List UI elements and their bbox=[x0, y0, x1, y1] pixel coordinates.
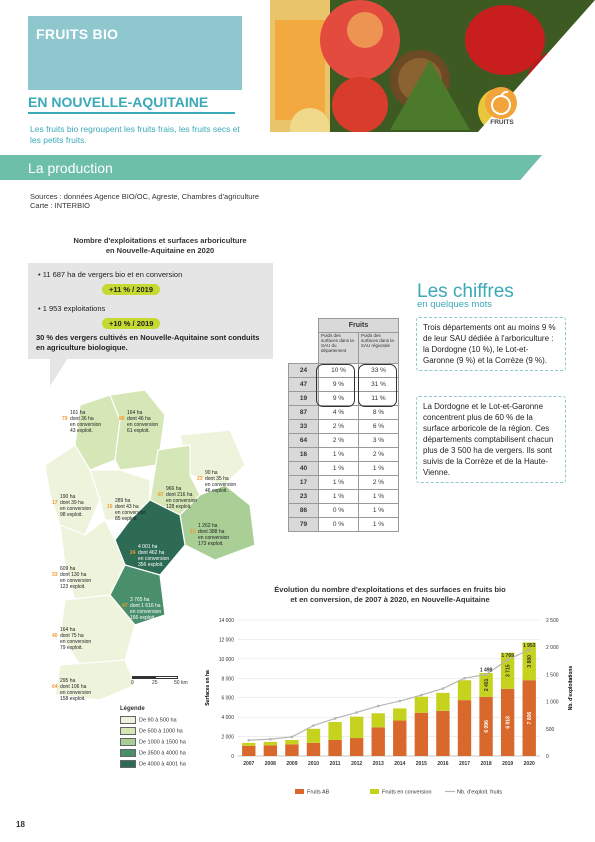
callout-item: • 1 953 exploitations bbox=[38, 304, 106, 313]
chart-legend-swatch bbox=[295, 789, 304, 794]
summary-callout bbox=[28, 263, 273, 359]
x-tick-label: 2010 bbox=[307, 761, 320, 767]
map-label-line: 158 exploit. bbox=[60, 696, 86, 702]
bar-data-label: 6 918 bbox=[505, 716, 512, 729]
x-tick-label: 2013 bbox=[372, 761, 384, 767]
map-label-line: dont 35 ha bbox=[205, 476, 229, 482]
legend-label: De 500 à 1000 ha bbox=[139, 728, 183, 735]
dept-number: 24 bbox=[130, 550, 136, 556]
bar-fruits-ab bbox=[242, 746, 255, 756]
map-label-line: 966 ha bbox=[166, 486, 182, 492]
x-tick-label: 2014 bbox=[394, 761, 406, 767]
bar-fruits-ab bbox=[307, 743, 320, 756]
table-row bbox=[289, 434, 399, 448]
y-tick-label: 2 000 bbox=[221, 734, 234, 741]
x-tick-label: 2008 bbox=[264, 761, 276, 767]
y-tick-label: 10 000 bbox=[218, 656, 234, 663]
map-label-23 bbox=[197, 470, 237, 494]
y2-axis-label: Nb. d'exploitations bbox=[568, 665, 574, 711]
map-label-line: dont 462 ha bbox=[138, 550, 165, 556]
x-tick-label: 2015 bbox=[415, 761, 427, 767]
dept-number: 23 bbox=[197, 476, 203, 482]
bar-fruits-conversion bbox=[328, 722, 341, 740]
bar-data-label: 3 715 bbox=[505, 664, 512, 678]
dept-number: 87 bbox=[158, 492, 164, 498]
header-title: FRUITS BIO bbox=[36, 26, 119, 42]
map-label-line: dont 216 ha bbox=[166, 492, 193, 498]
map-label-40 bbox=[52, 627, 92, 651]
chart-legend-label: Fruits AB bbox=[307, 789, 330, 796]
map-title-line: Nombre d'exploitations et surfaces arboriculture bbox=[73, 236, 247, 245]
legend-item bbox=[120, 738, 186, 746]
section-title: La production bbox=[28, 160, 113, 176]
table-row bbox=[289, 490, 399, 504]
table-dept-cell: 79 bbox=[289, 518, 319, 532]
y-axis-label: Surfaces en ha bbox=[205, 670, 211, 706]
map-label-19 bbox=[190, 523, 230, 547]
table-cell: 2 % bbox=[359, 476, 399, 490]
bar-fruits-conversion bbox=[393, 708, 406, 720]
region-title: EN NOUVELLE-AQUITAINE bbox=[28, 94, 209, 110]
table-cell: 0 % bbox=[319, 504, 359, 518]
table-dept-cell: 24 bbox=[289, 364, 319, 378]
scale-label: 25 bbox=[152, 680, 158, 686]
map-label-line: en conversion bbox=[115, 510, 147, 516]
chart-title-line: et en conversion, de 2007 à 2020, en Nouvelle-Aquitaine bbox=[290, 595, 490, 604]
map-credit: Carte : INTERBIO bbox=[30, 201, 91, 210]
table-dept-cell: 64 bbox=[289, 434, 319, 448]
map-label-line: en conversion bbox=[60, 506, 92, 512]
map-label-line: en conversion bbox=[205, 482, 237, 488]
map-label-line: 123 exploit. bbox=[60, 584, 86, 590]
dept-number: 79 bbox=[62, 416, 68, 422]
table-row bbox=[289, 448, 399, 462]
map-label-16 bbox=[107, 498, 147, 522]
table-cell: 1 % bbox=[319, 448, 359, 462]
table-cell: 9 % bbox=[319, 392, 359, 406]
x-tick-label: 2017 bbox=[458, 761, 471, 767]
dept-number: 17 bbox=[52, 500, 58, 506]
map-label-line: 295 ha bbox=[60, 678, 76, 684]
table-cell: 31 % bbox=[359, 378, 399, 392]
chart-title-line: Évolution du nombre d'exploitations et des surfaces en fruits bio bbox=[274, 585, 506, 594]
legend-swatch bbox=[120, 727, 136, 735]
chart-title bbox=[200, 585, 580, 605]
bar-data-label: 6 096 bbox=[483, 720, 490, 733]
line-data-label: 1 953 bbox=[522, 642, 536, 649]
evolution-chart bbox=[200, 608, 585, 808]
map-label-line: 90 ha bbox=[205, 470, 218, 476]
line-point bbox=[528, 648, 531, 651]
line-point bbox=[485, 673, 488, 676]
page-number: 18 bbox=[16, 820, 25, 829]
scale-label: 50 km bbox=[174, 680, 188, 686]
chart-legend-label: Nb. d'exploit. fruits bbox=[457, 789, 503, 796]
table-dept-cell: 17 bbox=[289, 476, 319, 490]
table-row bbox=[289, 518, 399, 532]
map-label-line: dont 39 ha bbox=[60, 500, 84, 506]
bar-fruits-conversion bbox=[415, 697, 428, 713]
map-label-line: en conversion bbox=[60, 578, 92, 584]
callout-item-text: 1 953 exploitations bbox=[42, 304, 106, 313]
table-dept-cell: 86 bbox=[289, 504, 319, 518]
map-label-17 bbox=[52, 494, 92, 518]
map-label-line: dont 43 ha bbox=[115, 504, 139, 510]
map-label-line: 85 exploit. bbox=[115, 516, 138, 522]
map-label-line: 164 ha bbox=[127, 410, 143, 416]
legend-label: De 1000 à 1500 ha bbox=[139, 739, 186, 746]
chiffres-box: La Dordogne et le Lot-et-Garonne concentrent plus de 60 % de la surface arboricole de la région. Ces départements comptabilisent chacun plus de 3 500 ha de vergers. Ils sont suivis de la Corrèze et de la Haute-Vienne. bbox=[416, 396, 566, 483]
map-label-line: 79 exploit. bbox=[60, 645, 83, 651]
map-label-line: en conversion bbox=[70, 422, 102, 428]
table-col-header: Poids des surfaces dans la SAU régionale bbox=[359, 333, 399, 364]
sources bbox=[30, 192, 259, 210]
line-point bbox=[355, 711, 358, 714]
chart-legend-label: Fruits en conversion bbox=[382, 789, 432, 796]
bar-fruits-conversion bbox=[436, 693, 449, 711]
table-col-header: Poids des surfaces dans la SAU du département bbox=[319, 333, 359, 364]
bar-fruits-conversion bbox=[307, 729, 320, 743]
bar-fruits-conversion bbox=[458, 680, 471, 700]
table-dept-cell: 33 bbox=[289, 420, 319, 434]
map-label-line: dont 46 ha bbox=[127, 416, 151, 422]
y-tick-label: 6 000 bbox=[221, 695, 234, 702]
chart-legend-swatch bbox=[370, 789, 379, 794]
map-label-line: dont 106 ha bbox=[60, 684, 87, 690]
map-label-line: 4 001 ha bbox=[138, 544, 158, 550]
map-label-line: 166 exploit. bbox=[130, 615, 156, 621]
map-label-79 bbox=[62, 410, 102, 434]
map-label-line: 164 ha bbox=[60, 627, 76, 633]
table-cell: 11 % bbox=[359, 392, 399, 406]
x-tick-label: 2012 bbox=[351, 761, 363, 767]
dept-number: 64 bbox=[52, 684, 58, 690]
table-cell: 1 % bbox=[359, 462, 399, 476]
line-point bbox=[269, 738, 272, 741]
line-point bbox=[506, 658, 509, 661]
y-tick-label: 8 000 bbox=[221, 676, 234, 683]
line-point bbox=[420, 694, 423, 697]
map-label-86 bbox=[119, 410, 159, 434]
x-tick-label: 2009 bbox=[286, 761, 298, 767]
table-cell: 4 % bbox=[319, 406, 359, 420]
y-tick-label: 14 000 bbox=[218, 618, 234, 624]
table-row bbox=[289, 476, 399, 490]
bar-fruits-conversion bbox=[350, 717, 363, 738]
line-point bbox=[398, 700, 401, 703]
line-data-label: 1 769 bbox=[501, 652, 514, 659]
table-cell: 2 % bbox=[359, 448, 399, 462]
map-label-line: 356 exploit. bbox=[138, 562, 164, 568]
table-dept-cell: 47 bbox=[289, 378, 319, 392]
badge-label: FRUITS bbox=[490, 119, 514, 126]
scale-bar bbox=[132, 676, 192, 686]
table-row bbox=[289, 504, 399, 518]
map-label-line: 128 exploit. bbox=[166, 504, 192, 510]
table-cell: 1 % bbox=[359, 504, 399, 518]
bar-fruits-ab bbox=[458, 700, 471, 756]
table-cell: 1 % bbox=[319, 490, 359, 504]
bar-fruits-ab bbox=[415, 713, 428, 756]
y2-tick-label: 2 000 bbox=[546, 645, 559, 652]
map-label-24 bbox=[130, 544, 170, 568]
chiffres-title: Les chiffres bbox=[417, 281, 514, 302]
map-label-line: en conversion bbox=[130, 609, 162, 615]
table-cell: 8 % bbox=[359, 406, 399, 420]
legend-label: De 4000 à 4001 ha bbox=[139, 761, 186, 768]
bar-fruits-ab bbox=[328, 740, 341, 756]
y2-tick-label: 2 500 bbox=[546, 618, 559, 624]
legend-label: De 3500 à 4000 ha bbox=[139, 750, 186, 757]
line-point bbox=[312, 724, 315, 727]
fruits-badge-icon bbox=[484, 86, 518, 120]
table-cell: 0 % bbox=[319, 518, 359, 532]
map-label-line: dont 1 616 ha bbox=[130, 603, 161, 609]
divider bbox=[28, 112, 235, 114]
bar-fruits-conversion bbox=[372, 713, 385, 727]
scale-label: 0 bbox=[131, 680, 134, 686]
x-tick-label: 2011 bbox=[329, 761, 341, 767]
dept-number: 86 bbox=[119, 416, 125, 422]
bar-fruits-ab bbox=[393, 721, 406, 756]
trend-pill: +11 % / 2019 bbox=[102, 284, 160, 295]
y2-tick-label: 0 bbox=[546, 754, 549, 760]
callout-tail bbox=[50, 358, 68, 386]
map-label-line: dont 130 ha bbox=[60, 572, 87, 578]
map-label-line: en conversion bbox=[166, 498, 198, 504]
map-label-line: 609 ha bbox=[60, 566, 76, 572]
bar-fruits-conversion bbox=[242, 743, 255, 746]
bar-fruits-ab bbox=[436, 711, 449, 756]
table-cell: 33 % bbox=[359, 364, 399, 378]
chiffres-box: Trois départements ont au moins 9 % de leur SAU dédiée à l'arboriculture : la Dordogne (10 %), le Lot-et-Garonne (9 %) et la Corrèze (9 %). bbox=[416, 317, 566, 371]
x-tick-label: 2018 bbox=[480, 761, 492, 767]
line-point bbox=[247, 739, 250, 742]
dept-number: 19 bbox=[190, 529, 196, 535]
y-tick-label: 12 000 bbox=[218, 637, 234, 644]
table-cell: 2 % bbox=[319, 420, 359, 434]
table-cell: 1 % bbox=[359, 490, 399, 504]
table-dept-cell: 87 bbox=[289, 406, 319, 420]
map-label-line: en conversion bbox=[60, 690, 92, 696]
dept-number: 40 bbox=[52, 633, 58, 639]
callout-item-text: 11 687 ha de vergers bio et en conversion bbox=[42, 270, 183, 279]
map-label-line: 3 765 ha bbox=[130, 597, 150, 603]
callout-item: • 11 687 ha de vergers bio et en conversion bbox=[38, 270, 183, 279]
dept-number: 47 bbox=[122, 603, 128, 609]
table-dept-cell: 16 bbox=[289, 448, 319, 462]
trend-pill: +10 % / 2019 bbox=[102, 318, 160, 329]
table-cell: 1 % bbox=[319, 462, 359, 476]
table-row bbox=[289, 462, 399, 476]
table-dept-cell: 40 bbox=[289, 462, 319, 476]
map-label-line: 289 ha bbox=[115, 498, 131, 504]
y2-tick-label: 500 bbox=[546, 726, 555, 733]
highlight-frame bbox=[316, 364, 355, 407]
map-label-33 bbox=[52, 566, 92, 590]
y2-tick-label: 1 500 bbox=[546, 672, 559, 679]
legend-label: De 90 à 500 ha bbox=[139, 717, 177, 724]
line-point bbox=[463, 677, 466, 680]
map-label-line: en conversion bbox=[138, 556, 170, 562]
table-dept-cell: 23 bbox=[289, 490, 319, 504]
map-label-line: 1 262 ha bbox=[198, 523, 218, 529]
fruits-table bbox=[288, 318, 399, 532]
x-tick-label: 2007 bbox=[243, 761, 255, 767]
map-title bbox=[40, 236, 280, 256]
map-label-line: 43 exploit. bbox=[70, 428, 93, 434]
map-label-47 bbox=[122, 597, 162, 621]
y-tick-label: 4 000 bbox=[221, 715, 234, 722]
line-point bbox=[377, 705, 380, 708]
y-tick-label: 0 bbox=[231, 754, 234, 760]
table-cell: 6 % bbox=[359, 420, 399, 434]
legend-swatch bbox=[120, 749, 136, 757]
map-label-line: dont 36 ha bbox=[70, 416, 94, 422]
table-cell: 1 % bbox=[319, 476, 359, 490]
table-cell: 2 % bbox=[319, 434, 359, 448]
bar-fruits-conversion bbox=[285, 740, 298, 744]
legend-item bbox=[120, 749, 186, 757]
map-label-line: en conversion bbox=[127, 422, 159, 428]
map-title-line: en Nouvelle-Aquitaine en 2020 bbox=[105, 246, 215, 255]
map-label-line: en conversion bbox=[60, 639, 92, 645]
highlight-frame bbox=[358, 364, 397, 407]
x-tick-label: 2019 bbox=[502, 761, 514, 767]
map-label-line: 190 ha bbox=[60, 494, 76, 500]
map-label-line: dont 75 ha bbox=[60, 633, 84, 639]
line-point bbox=[291, 736, 294, 739]
bar-data-label: 3 880 bbox=[527, 655, 534, 668]
map-label-line: 61 exploit. bbox=[127, 428, 150, 434]
legend-swatch bbox=[120, 738, 136, 746]
table-cell: 10 % bbox=[319, 364, 359, 378]
table-row bbox=[289, 420, 399, 434]
map-label-line: dont 388 ha bbox=[198, 529, 225, 535]
bar-data-label: 2 451 bbox=[483, 678, 490, 692]
bar-fruits-ab bbox=[264, 745, 277, 756]
chiffres-subtitle: en quelques mots bbox=[417, 299, 492, 310]
bar-fruits-ab bbox=[372, 727, 385, 756]
line-point bbox=[442, 687, 445, 690]
bar-data-label: 7 806 bbox=[527, 711, 534, 725]
x-tick-label: 2016 bbox=[437, 761, 449, 767]
y2-tick-label: 1 000 bbox=[546, 699, 559, 706]
table-row bbox=[289, 406, 399, 420]
map-label-line: 46 exploit. bbox=[205, 488, 228, 494]
legend-item bbox=[120, 727, 186, 735]
intro-text: Les fruits bio regroupent les fruits frais, les fruits secs et les petits fruits. bbox=[30, 124, 240, 145]
map-label-64 bbox=[52, 678, 92, 702]
table-cell: 9 % bbox=[319, 378, 359, 392]
bar-fruits-ab bbox=[285, 744, 298, 756]
legend-swatch bbox=[120, 716, 136, 724]
sources-line: Sources : données Agence BIO/OC, Agreste, Chambres d'agriculture bbox=[30, 192, 260, 201]
legend-item bbox=[120, 760, 186, 768]
table-header: Fruits bbox=[319, 319, 399, 333]
map-label-line: 173 exploit. bbox=[198, 541, 224, 547]
bar-fruits-conversion bbox=[264, 742, 277, 745]
legend-title: Légende bbox=[120, 706, 145, 712]
legend-swatch bbox=[120, 760, 136, 768]
table-cell: 3 % bbox=[359, 434, 399, 448]
map-label-87 bbox=[158, 486, 198, 510]
line-data-label: 1 498 bbox=[479, 667, 493, 674]
bar-fruits-ab bbox=[350, 738, 363, 756]
map-label-line: 161 ha bbox=[70, 410, 86, 416]
x-tick-label: 2020 bbox=[523, 761, 535, 767]
table-cell: 1 % bbox=[359, 518, 399, 532]
map-label-line: 98 exploit. bbox=[60, 512, 83, 518]
table-dept-cell: 19 bbox=[289, 392, 319, 406]
dept-number: 16 bbox=[107, 504, 113, 510]
callout-note: 30 % des vergers cultivés en Nouvelle-Aquitaine sont conduits en agriculture biologique. bbox=[36, 333, 260, 352]
dept-number: 33 bbox=[52, 572, 58, 578]
map-label-line: en conversion bbox=[198, 535, 230, 541]
legend-item bbox=[120, 716, 186, 724]
map-legend bbox=[120, 716, 186, 771]
line-point bbox=[334, 717, 337, 720]
